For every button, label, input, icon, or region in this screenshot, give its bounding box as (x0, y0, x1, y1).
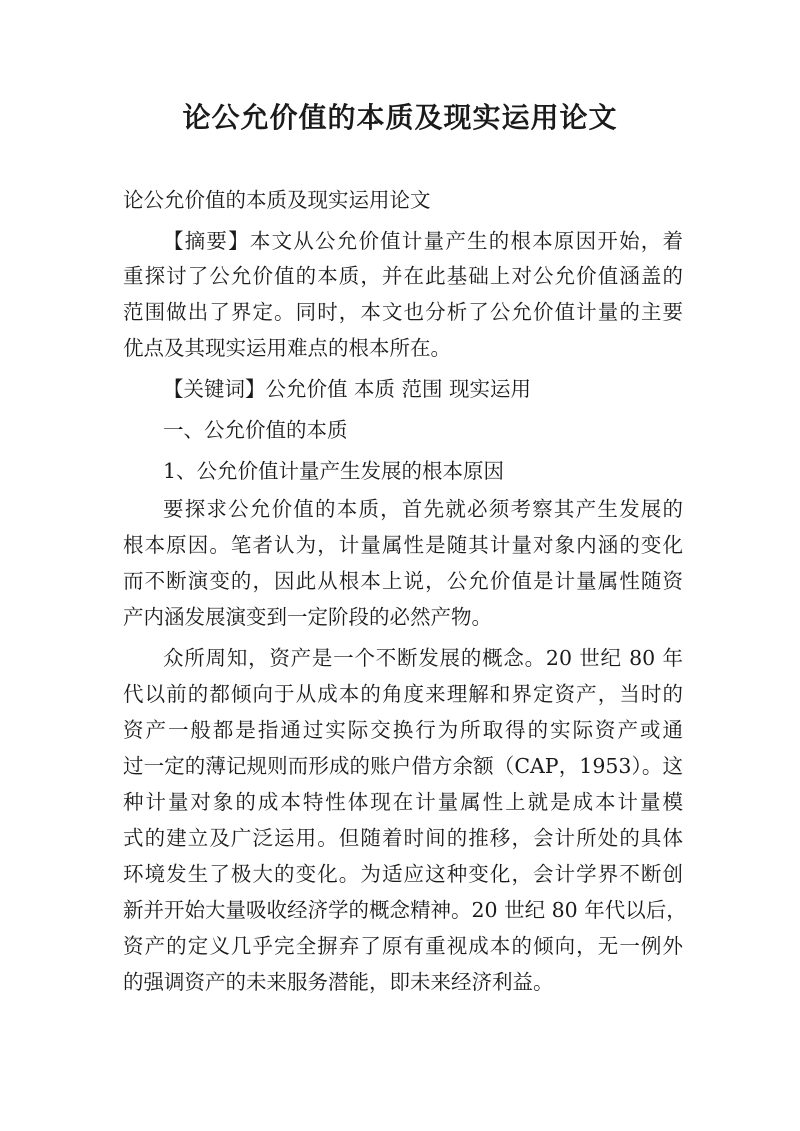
document-title: 论公允价值的本质及现实运用论文 (182, 101, 618, 134)
paragraph-line: 的强调资产的未来服务潜能，即未来经济利益。 (123, 970, 554, 994)
keywords-line: 【关键词】公允价值 本质 范围 现实运用 (163, 377, 532, 401)
paragraph-line: 要探求公允价值的本质，首先就必须考察其产生发展的 (163, 497, 683, 521)
subtitle-line: 论公允价值的本质及现实运用论文 (123, 188, 431, 212)
abstract-line: 重探讨了公允价值的本质，并在此基础上对公允价值涵盖的 (123, 264, 683, 288)
subsection-heading: 1、公允价值计量产生发展的根本原因 (163, 459, 505, 483)
paragraph-line: 式的建立及广泛运用。但随着时间的推移，会计所处的具体 (123, 826, 683, 850)
abstract-line: 优点及其现实运用难点的根本所在。 (123, 336, 451, 360)
paragraph-line: 新并开始大量吸收经济学的概念精神。20 世纪 80 年代以后， (123, 898, 687, 922)
paragraph-line: 根本原因。笔者认为，计量属性是随其计量对象内涵的变化 (123, 533, 683, 557)
abstract-line: 【摘要】本文从公允价值计量产生的根本原因开始，着 (163, 229, 683, 253)
abstract-line: 范围做出了界定。同时，本文也分析了公允价值计量的主要 (123, 300, 683, 324)
paragraph-line: 种计量对象的成本特性体现在计量属性上就是成本计量模 (123, 790, 683, 814)
paragraph-line: 而不断演变的，因此从根本上说，公允价值是计量属性随资 (123, 569, 683, 593)
paragraph-line: 过一定的薄记规则而形成的账户借方余额（CAP，1953）。这 (123, 754, 683, 778)
paragraph-line: 产内涵发展演变到一定阶段的必然产物。 (123, 605, 492, 629)
paragraph-line: 资产的定义几乎完全摒弃了原有重视成本的倾向，无一例外 (123, 934, 683, 958)
paragraph-line: 资产一般都是指通过实际交换行为所取得的实际资产或通 (123, 718, 683, 742)
paragraph-line: 环境发生了极大的变化。为适应这种变化，会计学界不断创 (123, 862, 683, 886)
paragraph-line: 众所周知，资产是一个不断发展的概念。20 世纪 80 年 (163, 646, 683, 670)
section-heading: 一、公允价值的本质 (163, 418, 348, 442)
paragraph-line: 代以前的都倾向于从成本的角度来理解和界定资产，当时的 (123, 682, 683, 706)
